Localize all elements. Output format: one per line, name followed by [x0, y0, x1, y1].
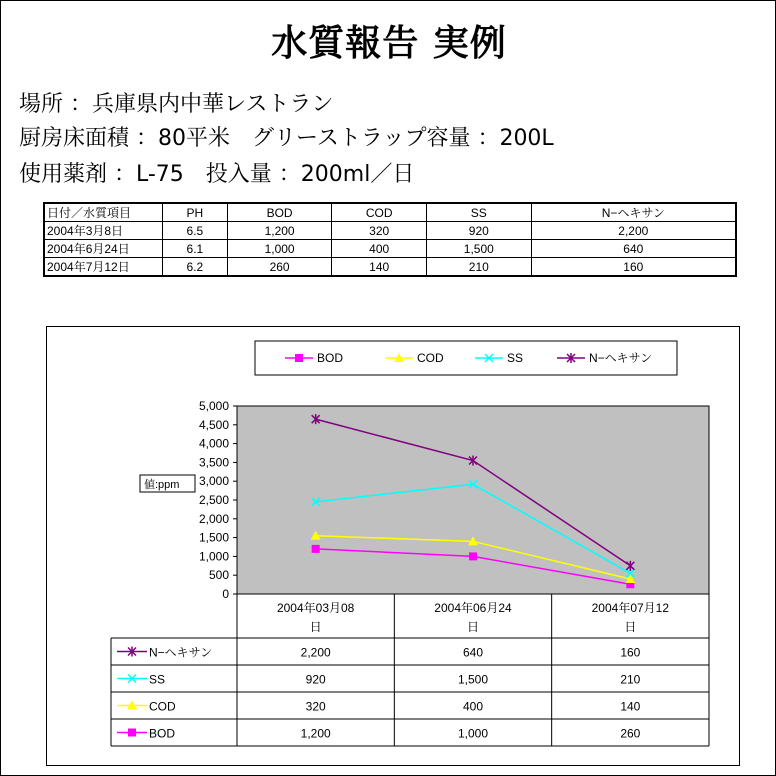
cell-cod: 140 — [332, 258, 427, 277]
x-tick-label: 2004年03月08 日 — [276, 601, 355, 634]
x-tick-label: 2004年06月24 日 — [434, 601, 512, 634]
data-label: 640 — [462, 645, 484, 660]
y-tick-label: 500 — [208, 568, 229, 583]
y-tick-label: 2,000 — [198, 511, 229, 526]
cell-date: 2004年7月12日 — [44, 258, 163, 277]
table-row — [44, 240, 736, 258]
y-tick-label: 3,000 — [198, 474, 229, 489]
legend — [255, 341, 677, 375]
data-label: 260 — [620, 726, 641, 741]
legend-label: N−ヘキサン — [589, 351, 653, 365]
cell-ss: 1,500 — [426, 240, 531, 258]
header-cod: COD — [332, 203, 427, 222]
data-label: 320 — [305, 699, 326, 714]
table-series-label: BOD — [149, 726, 176, 741]
cell-ph: 6.2 — [163, 258, 228, 277]
chart-area — [46, 326, 740, 766]
report-title: 水質報告 実例 — [271, 22, 507, 64]
chemical-line: 使用薬剤 ：L-75 投入量 ：200ml／日 — [19, 162, 415, 187]
legend-label: SS — [507, 351, 524, 365]
header-n-hexane: N−ヘキサン — [531, 203, 736, 222]
cell-ss: 920 — [426, 222, 531, 240]
cell-bod: 1,200 — [227, 222, 332, 240]
table-legend-marker — [128, 729, 136, 737]
cell-n-hexane: 2,200 — [531, 222, 736, 240]
cell-date: 2004年3月8日 — [44, 222, 163, 240]
y-axis-label — [140, 475, 195, 492]
svg-text:値:ppm: 値:ppm — [144, 479, 180, 491]
table-row — [44, 258, 736, 277]
water-quality-table — [43, 202, 737, 277]
data-label: 210 — [620, 672, 641, 687]
cell-cod: 320 — [332, 222, 427, 240]
data-label: 1,500 — [457, 672, 489, 687]
line-chart — [47, 327, 739, 765]
data-label: 400 — [462, 699, 484, 714]
x-tick-label: 2004年07月12 日 — [591, 601, 670, 634]
y-tick-label: 5,000 — [198, 399, 229, 413]
cell-bod: 260 — [227, 258, 332, 277]
legend-label: COD — [417, 351, 444, 365]
y-tick-label: 3,500 — [198, 455, 229, 470]
cell-ss: 210 — [426, 258, 531, 277]
y-tick-label: 4,000 — [198, 436, 229, 451]
kitchen-area-line: 厨房床面積 ：80平米 グリーストラップ容量 ：200L — [19, 126, 554, 151]
header-ss: SS — [426, 203, 531, 222]
header-ph: PH — [163, 203, 228, 222]
table-series-label: COD — [149, 699, 176, 714]
y-tick-label: 2,500 — [198, 493, 229, 507]
data-label: 920 — [305, 672, 326, 687]
y-tick-label: 4,500 — [198, 417, 229, 432]
legend-label: BOD — [317, 351, 344, 365]
data-point — [312, 545, 320, 553]
data-label: 1,200 — [300, 726, 331, 741]
y-tick-label: 1,500 — [198, 530, 229, 545]
cell-cod: 400 — [332, 240, 427, 258]
cell-date: 2004年6月24日 — [44, 240, 163, 258]
header-date: 日付／水質項目 — [44, 203, 163, 222]
table-series-label: SS — [149, 672, 166, 687]
data-label: 140 — [620, 699, 641, 714]
cell-n-hexane: 160 — [531, 258, 736, 277]
cell-bod: 1,000 — [227, 240, 332, 258]
y-tick-label: 1,000 — [198, 549, 229, 564]
location-line: 場所 ：兵庫県内中華レストラン — [19, 92, 334, 117]
data-label: 1,000 — [457, 726, 489, 741]
cell-ph: 6.1 — [163, 240, 228, 258]
table-series-label: N−ヘキサン — [149, 645, 213, 660]
data-point — [469, 552, 477, 560]
table-row — [44, 222, 736, 240]
cell-ph: 6.5 — [163, 222, 228, 240]
data-label: 160 — [620, 645, 641, 660]
plot-background — [237, 406, 709, 594]
table-header-row — [44, 203, 736, 222]
legend-marker — [295, 354, 303, 362]
data-label: 2,200 — [300, 645, 331, 660]
cell-n-hexane: 640 — [531, 240, 736, 258]
header-bod: BOD — [227, 203, 332, 222]
y-tick-label: 0 — [222, 587, 229, 601]
